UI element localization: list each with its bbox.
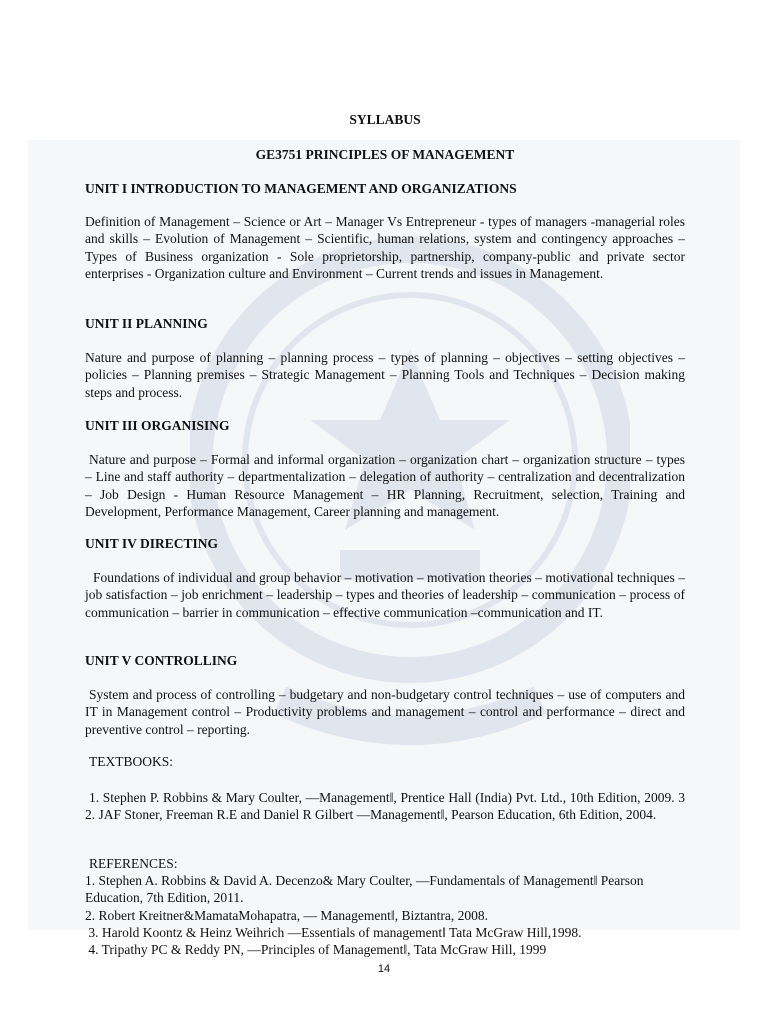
reference-item: 2. Robert Kreitner&MamataMohapatra, ― Management‖, Biztantra, 2008. [85,907,489,923]
unit-2-heading: UNIT II PLANNING [85,316,208,331]
unit-4-body: Foundations of individual and group behavior – motivation – motivation theories – motivational techniques – job satisfaction – job enrichment – leadership – types and theories of leadership – communication – process of communication – barrier in communication – effective communication –communication and IT. [85,570,685,620]
textbooks-heading: TEXTBOOKS: [89,754,173,769]
unit-1-body: Definition of Management – Science or Art – Manager Vs Entrepreneur - types of managers -managerial roles and skills – Evolution of Management – Scientific, human relations, system and contingency approaches – Types of Business organization - Sole proprietorship, partnership, company-public and private sector enterprises - Organization culture and Environment – Current trends and issues in Management. [85,214,685,281]
reference-item: 4. Tripathy PC & Reddy PN, ―Principles of Management‖, Tata McGraw Hill, 1999 [85,942,547,958]
unit-3-body: Nature and purpose – Formal and informal organization – organization chart – organization structure – types – Line and staff authority – departmentalization – delegation of authority – centralization and decentralization – Job Design - Human Resource Management – HR Planning, Recruitment, selection, Training and Development, Performance Management, Career planning and management. [85,452,685,519]
references-heading: REFERENCES: [89,856,178,871]
unit-4-heading: UNIT IV DIRECTING [85,536,219,551]
textbooks-body: 1. Stephen P. Robbins & Mary Coulter, ―Management‖, Prentice Hall (India) Pvt. Ltd., 10th Edition, 2009. 3 2. JAF Stoner, Freeman R.E and Daniel R Gilbert ―Management‖, Pearson Education, 6th Edition, 2004. [85,790,685,823]
unit-3-heading: UNIT III ORGANISING [85,418,230,433]
unit-5-heading: UNIT V CONTROLLING [85,653,238,668]
page-number: 14 [377,963,391,975]
syllabus-title: SYLLABUS [349,112,421,127]
course-title: GE3751 PRINCIPLES OF MANAGEMENT [255,147,515,162]
reference-item: 3. Harold Koontz & Heinz Weihrich ―Essentials of management‖ Tata McGraw Hill,1998. [85,924,582,940]
references-list [85,872,685,958]
unit-5-body: System and process of controlling – budgetary and non-budgetary control techniques – use of computers and IT in Management control – Productivity problems and management – control and performance – direct and preventive control – reporting. [85,687,685,737]
reference-item: 1. Stephen A. Robbins & David A. Decenzo& Mary Coulter, ―Fundamentals of Management‖ Pearson [85,873,644,888]
reference-item: Education, 7th Edition, 2011. [85,890,244,906]
unit-1-heading: UNIT I INTRODUCTION TO MANAGEMENT AND ORGANIZATIONS [85,181,517,196]
unit-2-body: Nature and purpose of planning – planning process – types of planning – objectives – setting objectives – policies – Planning premises – Strategic Management – Planning Tools and Techniques – Decision making steps and process. [85,350,685,400]
